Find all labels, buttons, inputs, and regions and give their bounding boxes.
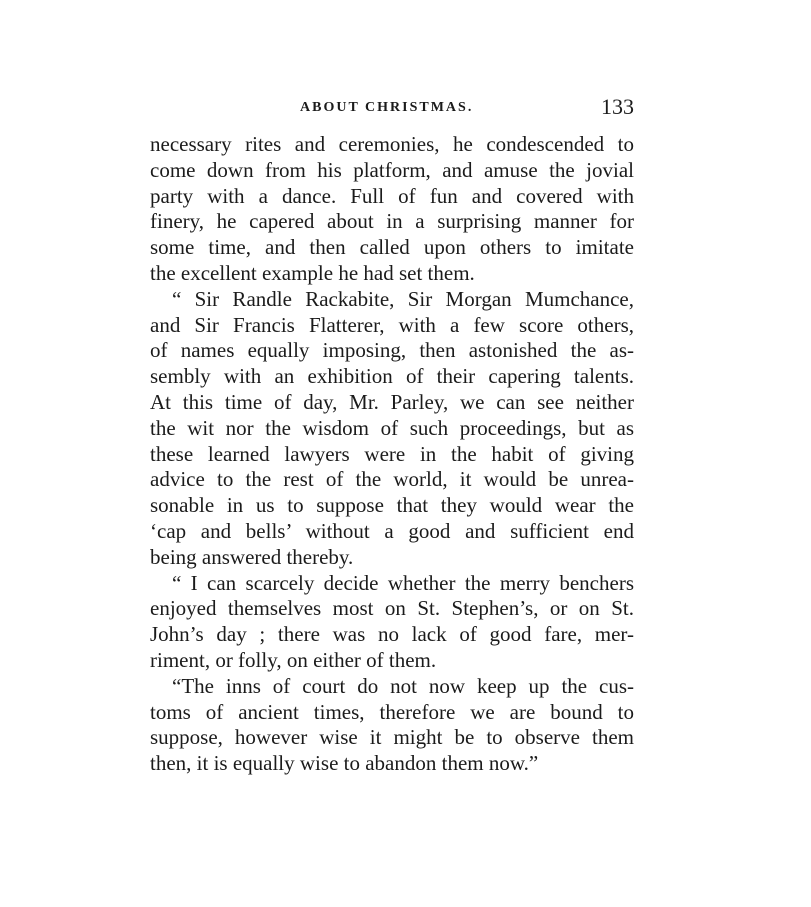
text-line: these learned lawyers were in the habit of giving <box>150 441 634 466</box>
text-line: John’s day ; there was no lack of good fare, mer- <box>150 622 634 647</box>
text-line: sembly with an exhibition of their capering talents. <box>150 364 634 389</box>
text-line: finery, he capered about in a surprising manner for <box>150 209 634 234</box>
body-text <box>150 132 634 777</box>
text-line: toms of ancient times, therefore we are bound to <box>150 699 634 724</box>
running-header <box>150 94 634 119</box>
running-title: ABOUT CHRISTMAS. <box>300 100 474 115</box>
text-line: sonable in us to suppose that they would wear the <box>150 493 634 518</box>
text-line: ‘cap and bells’ without a good and sufficient end <box>150 518 634 543</box>
text-line: then, it is equally wise to abandon them now.” <box>150 751 539 776</box>
text-line: of names equally imposing, then astonished the as- <box>150 338 634 363</box>
text-line: come down from his platform, and amuse the jovial <box>150 157 634 182</box>
text-line: necessary rites and ceremonies, he condescended to <box>150 132 634 156</box>
text-line: enjoyed themselves most on St. Stephen’s, or on St. <box>150 596 634 621</box>
text-line: the excellent example he had set them. <box>150 260 475 285</box>
text-line: being answered thereby. <box>150 544 354 569</box>
text-line: advice to the rest of the world, it would be unrea- <box>150 467 634 492</box>
text-line: some time, and then called upon others to imitate <box>150 235 634 260</box>
text-line: the wit nor the wisdom of such proceedings, but as <box>150 415 634 440</box>
text-line: At this time of day, Mr. Parley, we can see neither <box>150 389 634 414</box>
text-line: suppose, however wise it might be to observe them <box>150 725 634 750</box>
text-line: “The inns of court do not now keep up the cus- <box>172 673 634 698</box>
page-number: 133 <box>601 94 634 119</box>
text-line: “ Sir Randle Rackabite, Sir Morgan Mumchance, <box>172 286 634 311</box>
text-line: and Sir Francis Flatterer, with a few score others, <box>150 312 634 337</box>
text-line: party with a dance. Full of fun and covered with <box>150 183 634 208</box>
text-line: “ I can scarcely decide whether the merry benchers <box>172 570 634 595</box>
text-line: riment, or folly, on either of them. <box>150 647 437 672</box>
